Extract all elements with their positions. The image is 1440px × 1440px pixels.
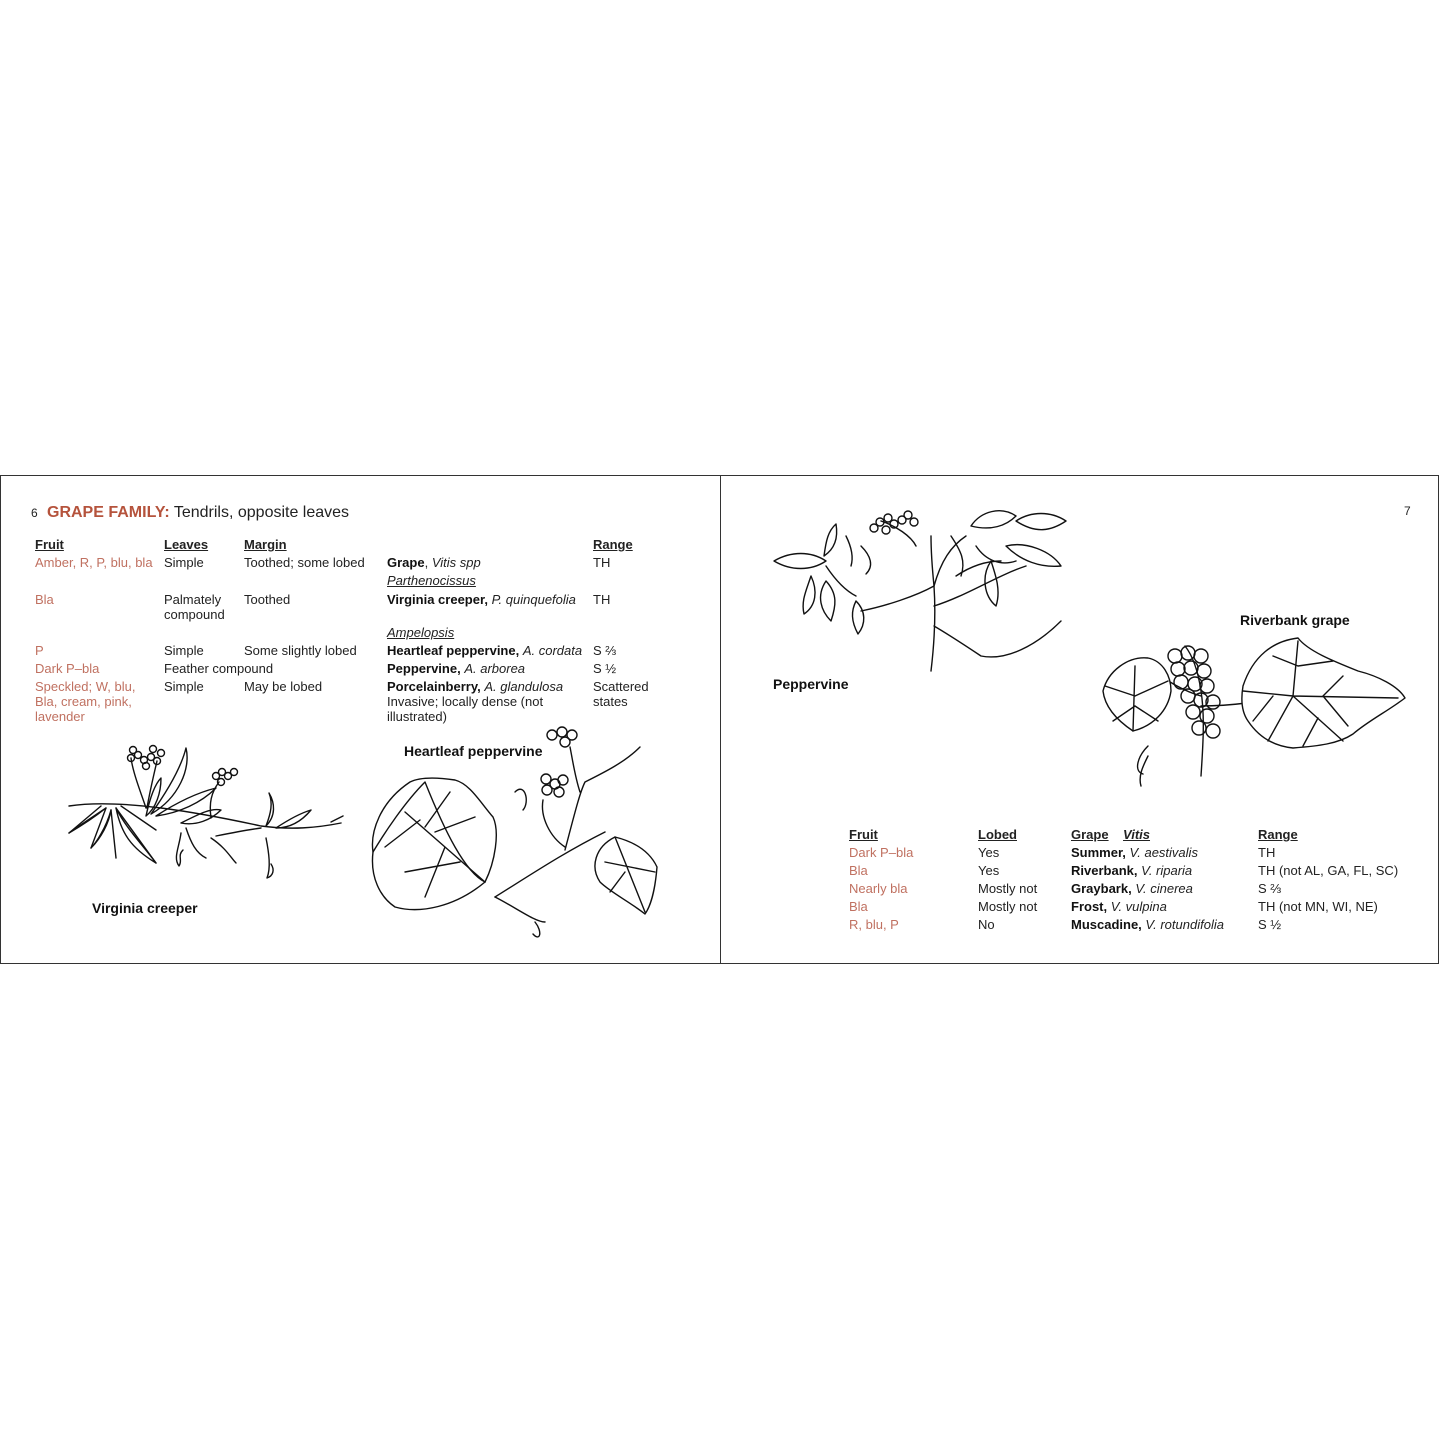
range-cell: S ½	[1258, 917, 1282, 932]
header-fruit: Fruit	[849, 827, 878, 842]
header-lobed: Lobed	[978, 827, 1017, 842]
range-cell: S ½	[593, 661, 617, 676]
species-cell	[1071, 881, 1193, 896]
header-grape-label: Grape	[1071, 827, 1109, 842]
range-cell: Scattered	[593, 679, 649, 694]
fruit-cell: Bla, cream, pink,	[35, 694, 132, 709]
fruit-cell: lavender	[35, 709, 85, 724]
caption-riverbank-grape: Riverbank grape	[1240, 612, 1350, 628]
species-cell	[1071, 917, 1224, 932]
range-cell: S ⅔	[593, 643, 617, 658]
fruit-cell: Nearly bla	[849, 881, 908, 896]
leaves-cell: Simple	[164, 555, 204, 570]
species-cell	[1071, 845, 1198, 860]
margin-cell: Toothed	[244, 592, 291, 607]
page-gutter	[720, 476, 721, 963]
fruit-cell: Amber, R, P, blu, bla	[35, 555, 153, 570]
caption-virginia-creeper: Virginia creeper	[92, 900, 198, 916]
range-cell: S ⅔	[1258, 881, 1282, 896]
right-page-number: 7	[1404, 504, 1411, 518]
header-range: Range	[1258, 827, 1298, 842]
species-cell	[1071, 899, 1167, 914]
header-grape	[1071, 827, 1150, 842]
species-name: Summer,	[1071, 845, 1126, 860]
page-title	[47, 504, 349, 522]
left-page-number: 6	[31, 506, 38, 520]
virginia-creeper-illustration	[61, 738, 351, 888]
caption-peppervine: Peppervine	[773, 676, 849, 692]
margin-cell: May be lobed	[244, 679, 323, 694]
margin-cell: Some slightly lobed	[244, 643, 357, 658]
margin-cell: Toothed; some lobed	[244, 555, 365, 570]
species-name: Grape	[387, 555, 425, 570]
species-sci: V. aestivalis	[1129, 845, 1198, 860]
species-sci: A. cordata	[522, 643, 583, 658]
species-name: Porcelainberry,	[387, 679, 481, 694]
leaves-cell: compound	[164, 607, 225, 622]
book-spread	[0, 475, 1439, 964]
species-sci: V. riparia	[1141, 863, 1193, 878]
species-cell	[387, 643, 582, 658]
heartleaf-peppervine-illustration	[365, 722, 665, 942]
species-sci: A. glandulosa	[484, 679, 564, 694]
species-note: illustrated)	[387, 709, 447, 724]
header-margin: Margin	[244, 537, 287, 552]
species-cell: Grape, Vitis spp	[387, 555, 481, 570]
lobed-cell: Mostly not	[978, 899, 1038, 914]
fruit-cell: Speckled; W, blu,	[35, 679, 136, 694]
species-cell	[1071, 863, 1192, 878]
fruit-cell: R, blu, P	[849, 917, 899, 932]
species-cell	[387, 679, 563, 694]
fruit-cell: Bla	[35, 592, 54, 607]
range-cell: TH	[1258, 845, 1276, 860]
leaves-cell: Palmately	[164, 592, 222, 607]
species-note: Invasive; locally dense (not	[387, 694, 544, 709]
fruit-cell: Dark P–bla	[35, 661, 100, 676]
lobed-cell: Yes	[978, 845, 1000, 860]
range-cell: states	[593, 694, 628, 709]
species-cell	[387, 592, 576, 607]
range-cell: TH (not AL, GA, FL, SC)	[1258, 863, 1399, 878]
species-name: Graybark,	[1071, 881, 1132, 896]
riverbank-grape-illustration	[1093, 636, 1413, 796]
fruit-cell: Bla	[849, 899, 868, 914]
header-genus: Vitis	[1123, 827, 1151, 842]
species-sci: P. quinquefolia	[491, 592, 576, 607]
header-leaves: Leaves	[164, 537, 209, 552]
fruit-cell: P	[35, 643, 44, 658]
species-sci: V. rotundifolia	[1145, 917, 1224, 932]
species-name: Heartleaf peppervine,	[387, 643, 520, 658]
genus-label: Ampelopsis	[387, 625, 455, 640]
genus-label: Parthenocissus	[387, 573, 476, 588]
range-cell: TH	[593, 555, 611, 570]
species-name: Virginia creeper,	[387, 592, 488, 607]
leaves-cell: Simple	[164, 679, 204, 694]
lobed-cell: No	[978, 917, 995, 932]
species-cell	[387, 661, 525, 676]
header-range: Range	[593, 537, 633, 552]
species-sci: V. cinerea	[1135, 881, 1193, 896]
lobed-cell: Yes	[978, 863, 1000, 878]
species-name: Riverbank,	[1071, 863, 1138, 878]
lobed-cell: Mostly not	[978, 881, 1038, 896]
header-fruit: Fruit	[35, 537, 64, 552]
species-sci: Vitis spp	[431, 555, 481, 570]
species-name: Frost,	[1071, 899, 1108, 914]
fruit-cell: Dark P–bla	[849, 845, 914, 860]
range-cell: TH	[593, 592, 611, 607]
leaves-cell: Feather compound	[164, 661, 274, 676]
peppervine-illustration	[766, 506, 1086, 676]
caption-heartleaf-peppervine: Heartleaf peppervine	[404, 743, 543, 759]
fruit-cell: Bla	[849, 863, 868, 878]
species-name: Muscadine,	[1071, 917, 1142, 932]
species-sci: A. arborea	[464, 661, 526, 676]
species-name: Peppervine,	[387, 661, 461, 676]
species-sci: V. vulpina	[1110, 899, 1167, 914]
leaves-cell: Simple	[164, 643, 204, 658]
family-name: GRAPE FAMILY:	[47, 504, 170, 521]
family-description: Tendrils, opposite leaves	[169, 504, 350, 521]
range-cell: TH (not MN, WI, NE)	[1258, 899, 1378, 914]
